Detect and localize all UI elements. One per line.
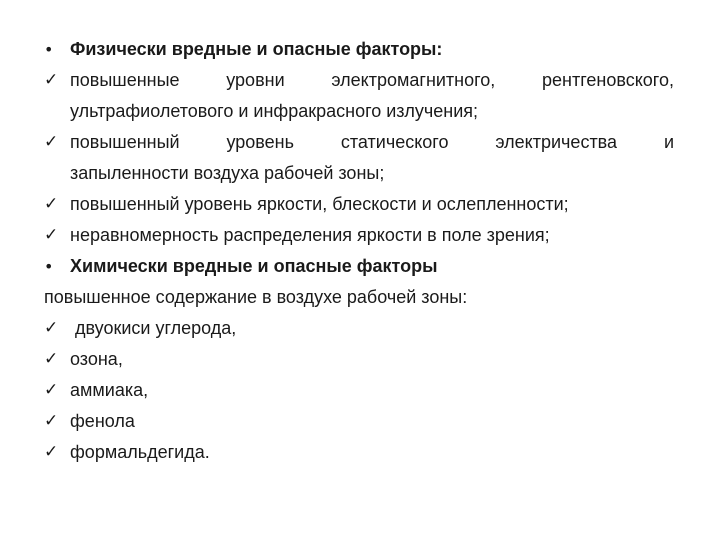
physical-factors-heading: Физически вредные и опасные факторы: (70, 39, 443, 59)
air-content-intro: повышенное содержание в воздухе рабочей зоны: (44, 287, 468, 307)
bullet-icon: • (44, 40, 54, 59)
brightness-item (44, 189, 674, 220)
word: уровни (226, 70, 285, 90)
list-item (44, 313, 674, 344)
list-item-text: повышенный уровень яркости, блескости и ослепленности; (70, 194, 569, 214)
radiation-item-continuation: ультрафиолетового и инфракрасного излучения; (70, 101, 478, 121)
checkmark-icon: ✓ (44, 194, 59, 214)
radiation-item (44, 65, 674, 127)
word: электричества (495, 132, 618, 152)
list-item-text: двуокиси углерода, (70, 318, 237, 338)
checkmark-icon: ✓ (44, 411, 59, 431)
static-electricity-item (44, 127, 674, 189)
checkmark-icon: ✓ (44, 380, 59, 400)
word: и (663, 132, 674, 152)
word: рентгеновского, (542, 70, 674, 90)
word: статического (340, 132, 449, 152)
list-item (44, 437, 674, 468)
list-item-text: аммиака, (70, 380, 149, 400)
checkmark-icon: ✓ (44, 442, 59, 462)
list-item-text: неравномерность распределения яркости в поле зрения; (70, 225, 550, 245)
list-item-text: фенола (70, 411, 135, 431)
list-item-text: озона, (70, 349, 123, 369)
word: электромагнитного, (331, 70, 496, 90)
static-electricity-item-continuation: запыленности воздуха рабочей зоны; (70, 163, 385, 183)
radiation-item-first-line (44, 65, 674, 96)
checkmark-icon: ✓ (44, 318, 59, 338)
bullet-icon: • (44, 257, 54, 276)
list-item (44, 344, 674, 375)
word: уровень (226, 132, 294, 152)
list-item (44, 375, 674, 406)
static-electricity-item-justified (70, 127, 674, 158)
checkmark-icon: ✓ (44, 70, 59, 90)
chemical-factors-heading: Химически вредные и опасные факторы (70, 256, 438, 276)
list-item-text: формальдегида. (70, 442, 210, 462)
word: повышенный (70, 132, 180, 152)
word: повышенные (70, 70, 180, 90)
checkmark-icon: ✓ (44, 349, 59, 369)
physical-factors-heading-item (44, 34, 674, 65)
chemical-factors-heading-item (44, 251, 674, 282)
checkmark-icon: ✓ (44, 225, 59, 245)
list-item (44, 406, 674, 437)
brightness-distribution-item (44, 220, 674, 251)
radiation-item-justified (70, 65, 674, 96)
checkmark-icon: ✓ (44, 132, 59, 152)
static-electricity-item-first-line (44, 127, 674, 158)
